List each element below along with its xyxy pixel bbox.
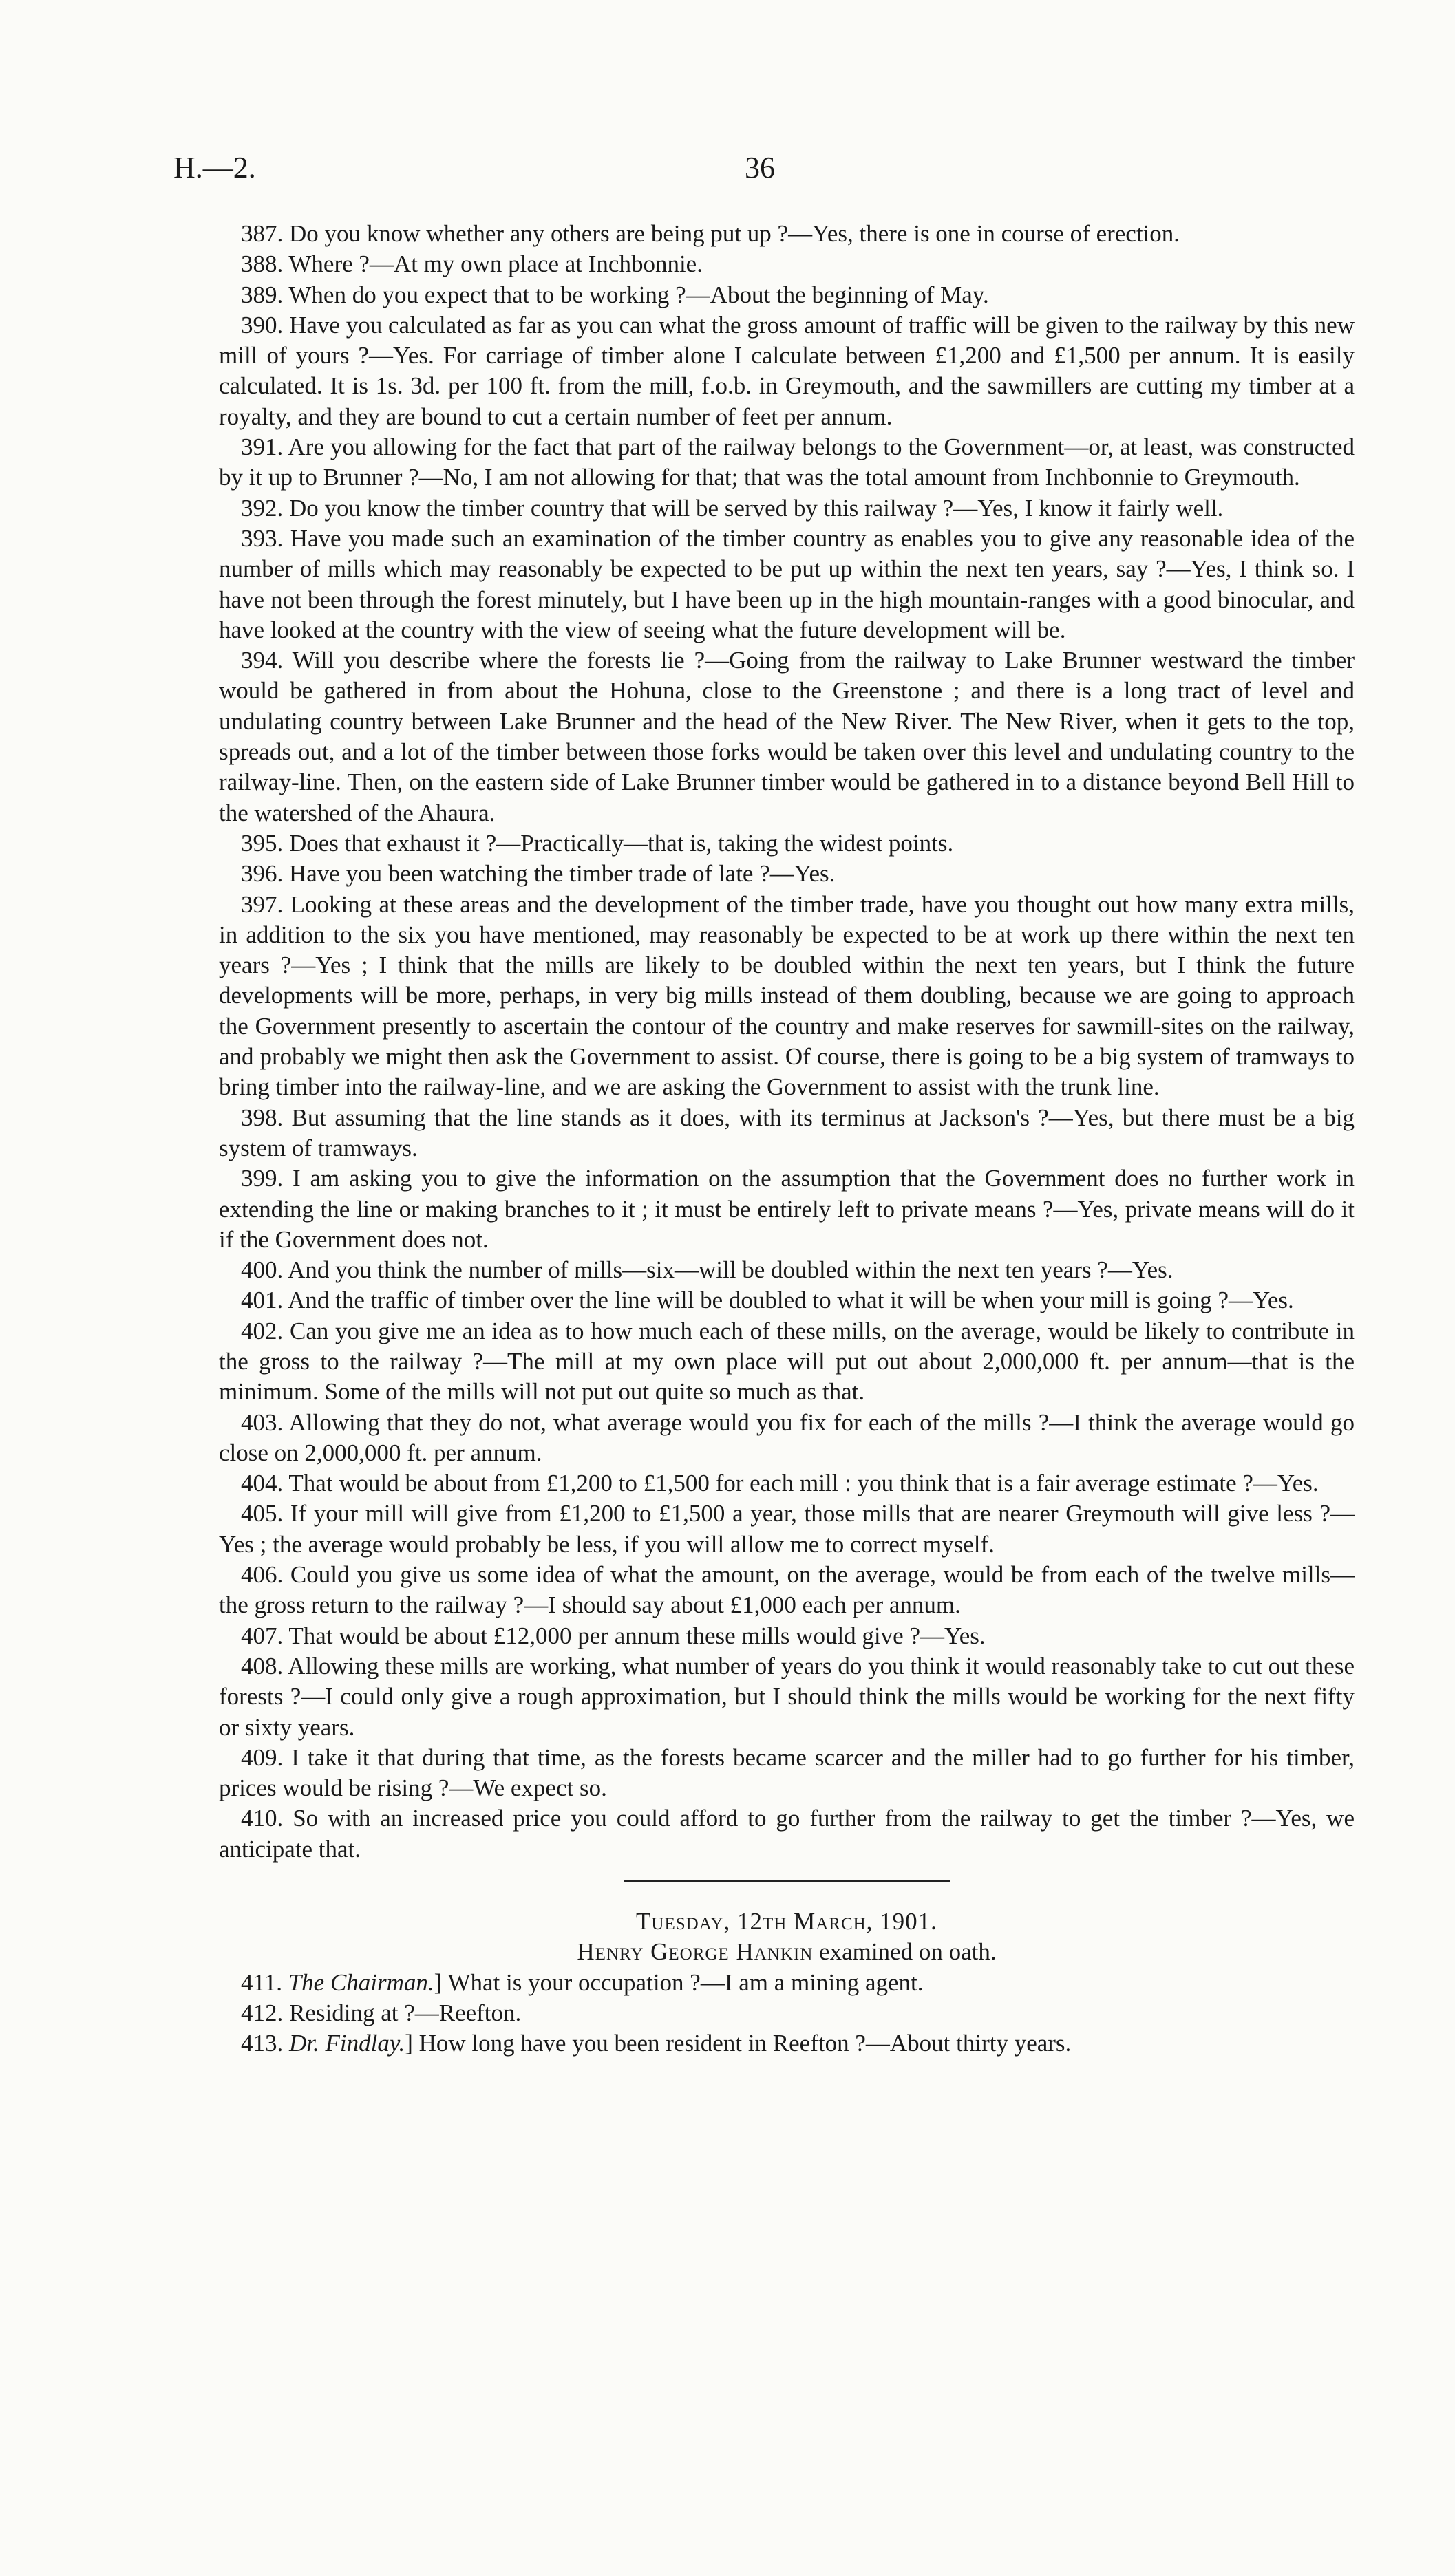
question-answer-paragraph — [219, 1803, 1355, 1865]
question-answer-text: I am asking you to give the information on the assumption that the Government does no further work in extending the line or making branches to it ; it must be entirely left to private means ?—Yes, private means will do it if the Government does not. — [219, 1165, 1355, 1253]
question-number: 401. — [241, 1287, 284, 1314]
witness-suffix: examined on oath. — [813, 1938, 997, 1966]
question-answer-paragraph — [219, 493, 1355, 524]
witness-heading — [219, 1937, 1355, 1967]
session-date: Tuesday, 12th March, 1901. — [636, 1908, 937, 1935]
document-reference: H.—2. — [173, 151, 256, 184]
witness-name: Henry George Hankin — [577, 1938, 814, 1966]
question-answer-paragraph — [219, 1560, 1355, 1621]
page-number: 36 — [745, 151, 775, 184]
question-answer-text: Have you been watching the timber trade of late ?—Yes. — [289, 860, 836, 888]
question-number: 399. — [241, 1165, 284, 1192]
question-answer-paragraph — [219, 1998, 1355, 2028]
question-number: 388. — [241, 250, 284, 278]
speaker-bracket: ] — [405, 2030, 413, 2057]
question-answer-paragraph — [219, 645, 1355, 828]
question-answer-text: Could you give us some idea of what the amount, on the average, would be from each of the twelve mills—the gross return to the railway ?—I should say about £1,000 each per annum. — [219, 1561, 1355, 1619]
question-number: 407. — [241, 1622, 284, 1649]
speaker-name: Dr. Findlay. — [289, 2030, 405, 2057]
document-body — [219, 219, 1355, 2059]
question-number: 394. — [241, 647, 284, 674]
question-answer-paragraph — [219, 828, 1355, 859]
question-answer-text: Will you describe where the forests lie ?—Going from the railway to Lake Brunner westward the timber would be gathered in from about the Hohuna, close to the Greenstone ; and there is a long tract of level and undulating country between Lake Brunner and the head of the New River. The New River, when it gets to the top, spreads out, and a lot of the timber between those forks would be taken over this level and undulating country to the railway-line. Then, on the eastern side of Lake Brunner timber would be gathered in to a distance beyond Bell Hill to the watershed of the Ahaura. — [219, 647, 1355, 826]
question-answer-paragraph — [219, 1408, 1355, 1469]
question-answer-paragraph — [219, 1285, 1355, 1316]
question-answer-paragraph — [219, 1651, 1355, 1743]
question-answer-text: Allowing that they do not, what average would you fix for each of the mills ?—I think the average would go close on 2,000,000 ft. per annum. — [219, 1408, 1355, 1466]
question-number: 396. — [241, 860, 284, 888]
question-answer-paragraph — [219, 890, 1355, 1103]
question-number: 405. — [241, 1500, 284, 1527]
section-divider — [624, 1880, 950, 1882]
question-answer-paragraph — [219, 1255, 1355, 1285]
question-answer-text: Do you know whether any others are being put up ?—Yes, there is one in course of erection. — [289, 220, 1180, 247]
question-answer-paragraph — [219, 2028, 1355, 2059]
question-number: 410. — [241, 1805, 284, 1832]
question-number: 395. — [241, 829, 284, 857]
question-answer-text: Have you calculated as far as you can what the gross amount of traffic will be given to the railway by this new mill of yours ?—Yes. For carriage of timber alone I calculate between £1,200 and £1,500 per annum. It is easily calculated. It is 1s. 3d. per 100 ft. from the mill, f.o.b. in Greymouth, and the sawmillers are cutting my timber at a royalty, and they are bound to cut a certain number of feet per annum. — [219, 311, 1355, 430]
question-answer-paragraph — [219, 1163, 1355, 1255]
question-answer-text: I take it that during that time, as the forests became scarcer and the miller had to go further for his timber, prices would be rising ?—We expect so. — [219, 1743, 1355, 1802]
question-number: 397. — [241, 890, 284, 918]
question-answer-text: Can you give me an idea as to how much each of these mills, on the average, would be likely to contribute in the gross to the railway ?—The mill at my own place will put out about 2,000,000 ft. per annum—that is the minimum. Some of the mills will not put out quite so much as that. — [219, 1317, 1355, 1406]
question-answer-text: And you think the number of mills—six—will be doubled within the next ten years ?—Yes. — [288, 1256, 1173, 1284]
question-answer-paragraph — [219, 432, 1355, 493]
question-number: 389. — [241, 281, 284, 308]
question-answer-paragraph — [219, 1103, 1355, 1164]
question-answer-paragraph — [219, 249, 1355, 279]
question-number: 406. — [241, 1561, 284, 1589]
question-answer-text: Have you made such an examination of the timber country as enables you to give any reasonable idea of the number of mills which may reasonably be expected to be put up within the next ten years, say ?—Yes, I think so. I have not been through the forest minutely, but I have been up in the high mountain-ranges with a good binocular, and have looked at the country with the view of seeing what the future development will be. — [219, 524, 1355, 643]
question-answer-text: If your mill will give from £1,200 to £1,500 a year, those mills that are nearer Greymouth will give less ?—Yes ; the average would probably be less, if you will allow me to correct myself. — [219, 1500, 1355, 1558]
speaker-name: The Chairman. — [288, 1968, 434, 1996]
question-answer-text: What is your occupation ?—I am a mining agent. — [442, 1968, 924, 1996]
question-answer-text: So with an increased price you could afford to go further from the railway to get the timber ?—Yes, we anticipate that. — [219, 1805, 1355, 1863]
question-number: 391. — [241, 433, 284, 461]
question-number: 387. — [241, 220, 284, 247]
evidence-section-after — [219, 1968, 1355, 2059]
question-number: 390. — [241, 311, 284, 339]
question-number: 393. — [241, 524, 284, 552]
question-number: 408. — [241, 1652, 284, 1679]
question-answer-text: Allowing these mills are working, what number of years do you think it would reasonably take to cut out these forests ?—I could only give a rough approximation, but I should think the mills would be working for the next fifty or sixty years. — [219, 1652, 1355, 1741]
question-answer-text: That would be about £12,000 per annum these mills would give ?—Yes. — [288, 1622, 986, 1649]
question-answer-paragraph — [219, 859, 1355, 889]
question-answer-text: Residing at ?—Reefton. — [289, 1999, 522, 2026]
question-answer-text: When do you expect that to be working ?—About the beginning of May. — [288, 281, 989, 308]
question-answer-paragraph — [219, 1621, 1355, 1651]
question-answer-paragraph — [219, 219, 1355, 249]
question-answer-text: Are you allowing for the fact that part of the railway belongs to the Government—or, at least, was constructed by it up to Brunner ?—No, I am not allowing for that; that was the total amount from Inchbonnie to Greymouth. — [219, 433, 1355, 491]
question-answer-paragraph — [219, 1968, 1355, 1998]
question-answer-paragraph — [219, 310, 1355, 432]
question-number: 413. — [241, 2030, 284, 2057]
question-answer-paragraph — [219, 1499, 1355, 1560]
question-answer-text: Does that exhaust it ?—Practically—that is, taking the widest points. — [289, 829, 954, 857]
question-answer-text: Where ?—At my own place at Inchbonnie. — [288, 250, 703, 278]
question-answer-paragraph — [219, 1316, 1355, 1408]
question-answer-paragraph — [219, 1743, 1355, 1804]
speaker-bracket: ] — [434, 1968, 443, 1996]
question-answer-text: That would be about from £1,200 to £1,500 for each mill : you think that is a fair average estimate ?—Yes. — [288, 1470, 1319, 1497]
question-answer-text: How long have you been resident in Reefton ?—About thirty years. — [412, 2030, 1072, 2057]
question-answer-text: And the traffic of timber over the line will be doubled to what it will be when your mill is going ?—Yes. — [288, 1287, 1294, 1314]
question-answer-paragraph — [219, 1468, 1355, 1499]
question-number: 392. — [241, 494, 284, 522]
question-number: 403. — [241, 1408, 284, 1436]
question-number: 400. — [241, 1256, 284, 1284]
question-number: 398. — [241, 1104, 284, 1131]
question-number: 411. — [241, 1968, 282, 1996]
question-number: 412. — [241, 1999, 284, 2026]
evidence-section-before — [219, 219, 1355, 1865]
question-answer-paragraph — [219, 280, 1355, 310]
question-number: 402. — [241, 1317, 284, 1344]
question-answer-text: But assuming that the line stands as it does, with its terminus at Jackson's ?—Yes, but there must be a big system of tramways. — [219, 1104, 1355, 1161]
question-answer-text: Do you know the timber country that will be served by this railway ?—Yes, I know it fairly well. — [289, 494, 1224, 522]
question-answer-paragraph — [219, 524, 1355, 645]
question-number: 409. — [241, 1743, 284, 1771]
page-header — [173, 150, 1331, 191]
question-number: 404. — [241, 1470, 284, 1497]
question-answer-text: Looking at these areas and the development of the timber trade, have you thought out how many extra mills, in addition to the six you have mentioned, may reasonably be expected to be at work up there within the next ten years ?—Yes ; I think that the mills are likely to be doubled within the next ten years, but I think the future developments will be more, perhaps, in very big mills instead of them doubling, because we are going to approach the Government presently to ascertain the contour of the country and make reserves for sawmill-sites on the railway, and probably we might then ask the Government to assist. Of course, there is going to be a big system of tramways to bring timber into the railway-line, and we are asking the Government to assist with the trunk line. — [219, 890, 1355, 1101]
